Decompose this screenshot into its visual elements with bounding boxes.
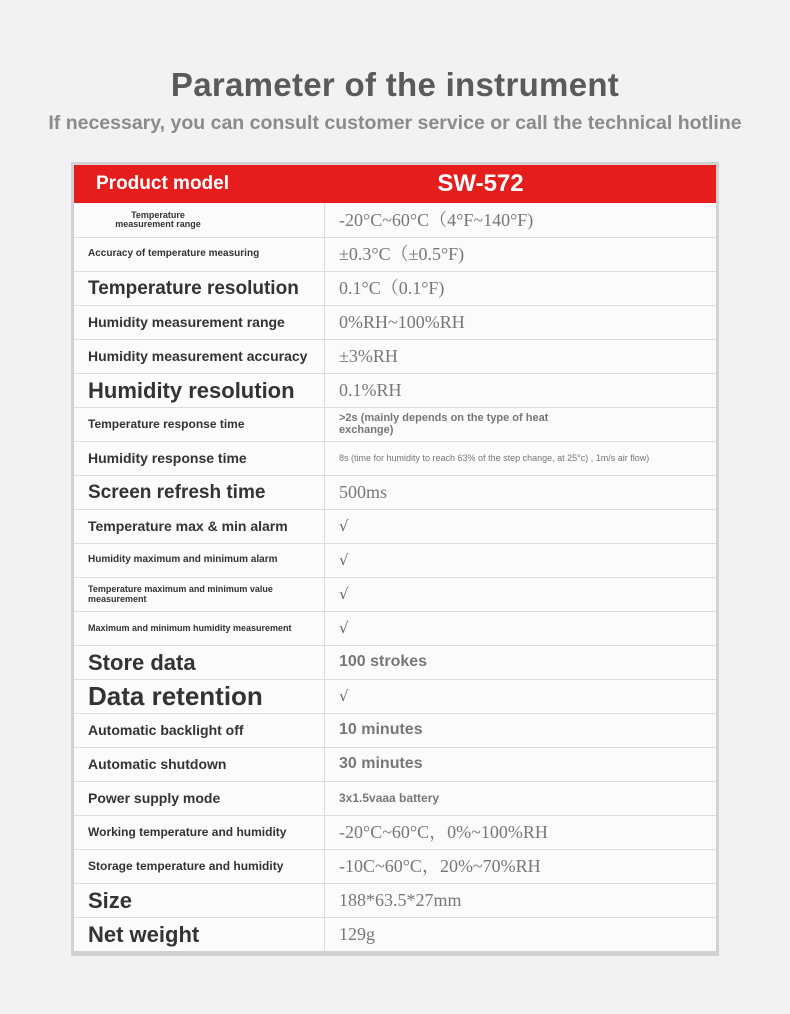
row-value: 0.1%RH xyxy=(339,380,402,401)
table-row xyxy=(74,373,716,407)
table-row xyxy=(74,237,716,271)
row-value: 188*63.5*27mm xyxy=(339,890,462,911)
row-label: Size xyxy=(74,884,325,917)
row-value: 100 strokes xyxy=(339,653,428,671)
row-value: -10C~60°C，20%~70%RH xyxy=(339,856,541,877)
row-label: Humidity maximum and minimum alarm xyxy=(74,544,325,577)
row-value: √ xyxy=(339,550,349,569)
table-row xyxy=(74,611,716,645)
row-value: 500ms xyxy=(339,482,388,503)
row-value: >2s (mainly depends on the type of heat exchange) xyxy=(339,411,549,436)
row-label: Store data xyxy=(74,646,325,679)
row-value: ±0.3°C（±0.5°F) xyxy=(339,244,465,265)
table-row xyxy=(74,815,716,849)
row-value: √ xyxy=(339,516,349,535)
row-label: Temperature max & min alarm xyxy=(74,510,325,543)
row-value: 0.1°C（0.1°F) xyxy=(339,278,445,299)
table-row xyxy=(74,339,716,373)
parameter-table xyxy=(71,162,719,956)
row-label: Screen refresh time xyxy=(74,476,325,509)
table-row xyxy=(74,509,716,543)
row-label: Maximum and minimum humidity measurement xyxy=(74,612,325,645)
page-title: Parameter of the instrument xyxy=(170,66,620,103)
row-value: -20°C~60°C（4°F~140°F) xyxy=(339,209,534,230)
row-value: 0%RH~100%RH xyxy=(339,312,465,333)
table-row xyxy=(74,271,716,305)
row-label: Storage temperature and humidity xyxy=(74,850,325,883)
row-label: Humidity response time xyxy=(74,442,325,475)
table-row xyxy=(74,577,716,611)
table-row xyxy=(74,849,716,883)
row-value: 10 minutes xyxy=(339,721,423,739)
row-label: Humidity resolution xyxy=(74,374,325,407)
product-model-label: Product model xyxy=(96,173,230,194)
row-value: √ xyxy=(339,686,349,705)
table-row xyxy=(74,747,716,781)
row-value: √ xyxy=(339,584,349,603)
row-label: Working temperature and humidity xyxy=(74,816,325,849)
row-label: Automatic backlight off xyxy=(74,714,325,747)
row-label: Power supply mode xyxy=(74,782,325,815)
row-value: ±3%RH xyxy=(339,346,398,367)
row-label: Accuracy of temperature measuring xyxy=(74,238,325,271)
row-value: 30 minutes xyxy=(339,755,423,773)
table-body xyxy=(74,203,716,951)
row-label: Data retention xyxy=(74,680,325,713)
table-row xyxy=(74,407,716,441)
page-subtitle: If necessary, you can consult customer service or call the technical hotline xyxy=(48,112,742,134)
product-model-value: SW-572 xyxy=(437,170,524,197)
row-value: 8s (time for humidity to reach 63% of the step change, at 25°c) , 1m/s air flow) xyxy=(339,452,650,463)
row-value: 3x1.5vaaa battery xyxy=(339,791,440,806)
table-row xyxy=(74,441,716,475)
row-label: Net weight xyxy=(74,918,325,951)
row-label: Temperature measurement range xyxy=(74,203,325,237)
table-row xyxy=(74,475,716,509)
table-row xyxy=(74,305,716,339)
table-row xyxy=(74,781,716,815)
row-label: Humidity measurement accuracy xyxy=(74,340,325,373)
table-row xyxy=(74,917,716,951)
row-label: Temperature maximum and minimum value measurement xyxy=(74,578,325,611)
row-label: Temperature response time xyxy=(74,408,325,441)
table-row xyxy=(74,543,716,577)
row-value: √ xyxy=(339,618,349,637)
row-value: -20°C~60°C，0%~100%RH xyxy=(339,822,548,843)
table-row xyxy=(74,679,716,713)
table-row xyxy=(74,645,716,679)
table-row xyxy=(74,883,716,917)
row-value: 129g xyxy=(339,924,375,945)
table-row xyxy=(74,203,716,237)
row-label: Temperature resolution xyxy=(74,272,325,305)
table-header-row xyxy=(74,165,716,203)
row-label: Automatic shutdown xyxy=(74,748,325,781)
row-label: Humidity measurement range xyxy=(74,306,325,339)
table-row xyxy=(74,713,716,747)
